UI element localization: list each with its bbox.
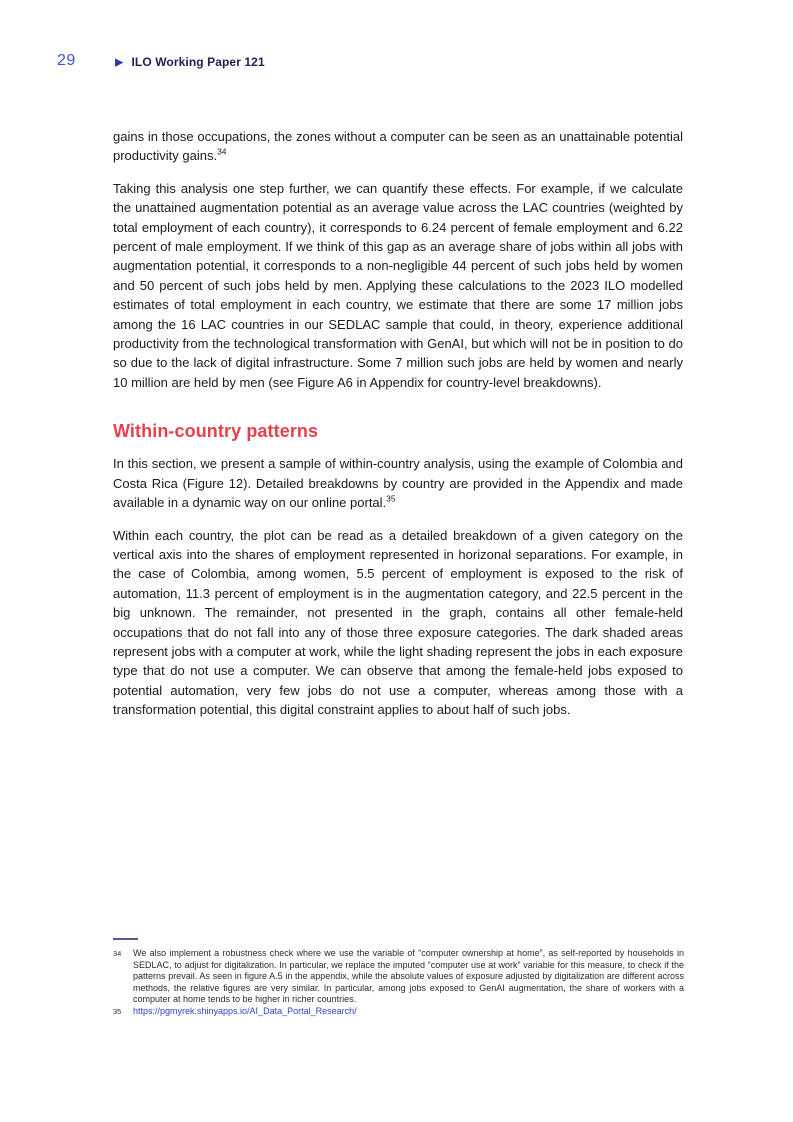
header-title: ILO Working Paper 121 (131, 55, 265, 69)
footnote-35-link[interactable]: https://pgmyrek.shinyapps.io/AI_Data_Portal_Research/ (133, 1005, 357, 1016)
header-title-group (115, 55, 265, 69)
page-number: 29 (57, 52, 76, 69)
body-text-column (113, 127, 683, 733)
page-header (0, 52, 793, 76)
footnote-35-marker: 35 (113, 1006, 122, 1016)
paragraph-1-text: gains in those occupations, the zones without a computer can be seen as an unattainable potential productivity gains. (113, 129, 683, 164)
footnote-35-text (133, 1006, 684, 1018)
paragraph-3 (113, 454, 683, 512)
footnote-34 (113, 948, 684, 1006)
footnote-ref-35: 35 (386, 493, 396, 504)
footnotes-section (113, 938, 684, 1018)
paragraph-3-text: In this section, we present a sample of within-country analysis, using the example of Colombia and Costa Rica (Figure 12). Detailed breakdowns by country are provided in the Appendix and made available in a dynamic way on our online portal. (113, 456, 683, 511)
triangle-bullet-icon: ▶ (115, 56, 124, 68)
paragraph-1 (113, 127, 683, 166)
footnote-35 (113, 1006, 684, 1018)
footnote-34-text: We also implement a robustness check where we use the variable of “computer ownership at home”, as self-reported by households in SEDLAC, to adjust for digitalization. In particular, we replace the imputed “computer use at work” variable for this measure, to check if the patterns prevail. As seen in figure A.5 in the appendix, while the absolute values of exposure adjusted by digitalization are different across methods, the relative figures are very similar. In particular, among jobs exposed to GenAI augmentation, the share of workers with a computer at home tends to be higher in richer countries. (133, 948, 684, 1005)
footnote-34-marker: 34 (113, 949, 122, 958)
footnote-divider (113, 938, 138, 940)
footnote-ref-34: 34 (217, 147, 227, 158)
paragraph-4: Within each country, the plot can be read as a detailed breakdown of a given category on the vertical axis into the shares of employment represented in horizonal separations. For example, in the case of Colombia, among women, 5.5 percent of employment is exposed to the risk of automation, 11.3 percent of employment is in the augmentation category, and 22.5 percent in the big unknown. The remainder, not presented in the graph, contains all other female-held occupations that do not fall into any of those three exposure categories. The dark shaded areas represent jobs with a computer at work, while the light shading represent the jobs in each exposure type that do not use a computer. We can observe that among the female-held jobs exposed to potential automation, very few jobs do not use a computer, whereas among those with a transformation potential, this digital constraint applies to about half of such jobs. (113, 527, 683, 718)
section-heading: Within-country patterns (113, 421, 319, 442)
paragraph-2: Taking this analysis one step further, we can quantify these effects. For example, if we calculate the unattained augmentation potential as an average value across the LAC countries (weighted by total employment of each country), it corresponds to 6.24 percent of female employment and 6.22 percent of male employment. If we think of this gap as an average share of jobs within all jobs with augmentation potential, it corresponds to a non-negligible 44 percent of such jobs held by women and 50 percent of such jobs held by men. Applying these calculations to the 2023 ILO modelled estimates of total employment in each country, we estimate that there are some 17 million jobs among the 16 LAC countries in our SEDLAC sample that could, in theory, experience additional productivity from the technological transformation with GenAI, but which will not be in position to do so due to the lack of digital infrastructure. Some 7 million such jobs are held by women and nearly 10 million are held by men (see Figure A6 in Appendix for country-level breakdowns). (113, 180, 683, 390)
